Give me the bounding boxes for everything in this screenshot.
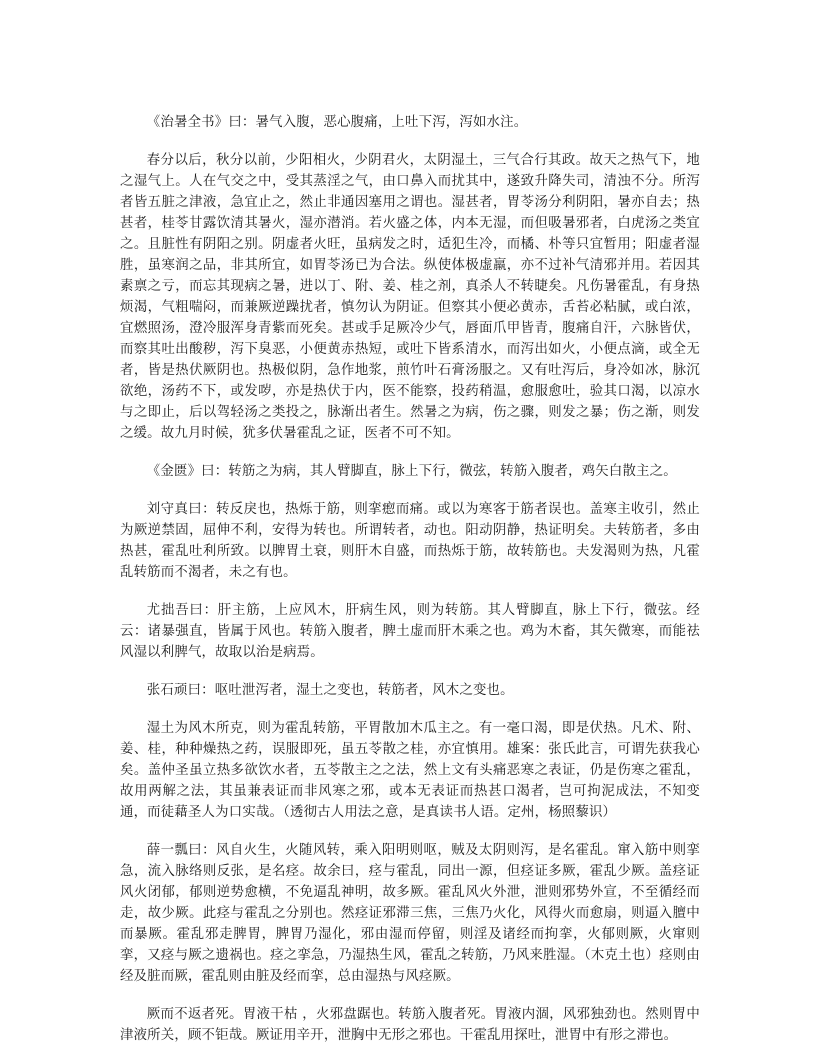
paragraph: 尤拙吾曰：肝主筋，上应风木，肝病生风，则为转筋。其人臂脚直，脉上下行，微弦。经云：诸暴强直，皆属于风也。转筋入腹者，脾土虚而肝木乘之也。鸡为木畜，其矢微寒，而能祛风湿以利脾气，故取以治是病焉。 xyxy=(120,603,700,660)
document-page xyxy=(120,112,700,1063)
paragraph: 湿土为风木所克，则为霍乱转筋，平胃散加木瓜主之。有一毫口渴，即是伏热。凡术、附、姜、桂，种种燥热之药，误服即死，虽五苓散之桂，亦宜慎用。雄案：张氏此言，可谓先获我心矣。盖仲圣虽立热多欲饮水者，五苓散主之之法，然上文有头痛恶寒之表证，仍是伤寒之霍乱，故用两解之法，其虽兼表证而非风寒之邪，或本无表证而热甚口渴者，岂可拘泥成法，不知变通，而徒藉圣人为口实哉。（透彻古人用法之意，是真读书人语。定州，杨照藜识） xyxy=(120,721,700,820)
paragraph: 厥而不返者死。胃液干枯 ，火邪盘踞也。转筋入腹者死。胃液内涸，风邪独劲也。然则胃中津液所关，顾不钜哉。厥证用辛开，泄胸中无形之邪也。干霍乱用探吐，泄胃中有形之滞也。 xyxy=(120,1007,700,1043)
paragraph: 张石顽曰：呕吐泄泻者，湿土之变也，转筋者，风木之变也。 xyxy=(146,683,514,698)
paragraph: 《金匮》曰：转筋之为病，其人臂脚直，脉上下行，微弦，转筋入腹者，鸡矢白散主之。 xyxy=(146,464,677,479)
paragraph: 刘守真曰：转反戾也，热烁于筋，则挛瘛而痛。或以为寒客于筋者误也。盖寒主收引，然止为厥逆禁固，屈伸不利，安得为转也。所谓转者，动也。阳动阴静，热证明矣。夫转筋者，多由热甚，霍乱吐利所致。以脾胃土衰，则肝木自盛，而热烁于筋，故转筋也。夫发渴则为热，凡霍乱转筋而不渴者，未之有也。 xyxy=(120,502,700,580)
paragraph: 《治暑全书》曰：暑气入腹，恶心腹痛，上吐下泻，泻如水注。 xyxy=(146,115,528,130)
paragraph: 春分以后，秋分以前，少阳相火，少阴君火，太阴湿土，三气合行其政。故天之热气下，地之湿气上。人在气交之中，受其蒸淫之气，由口鼻入而扰其中，遂致升降失司，清浊不分。所泻者皆五脏之津液，急宜止之，然止非通因塞用之谓也。湿甚者，胃苓汤分利阴阳，暑亦自去；热甚者，桂苓甘露饮清其暑火，湿亦潜消。若火盛之体，内本无湿，而但吸暑邪者，白虎汤之类宜之。且脏性有阴阳之别。阴虚者火旺，虽病发之时，适犯生冷，而橘、朴等只宜暂用；阳虚者湿胜，虽寒润之品，非其所宜，如胃苓汤已为合法。纵使体极虚羸，亦不过补气清邪并用。若因其素禀之亏，而忘其现病之暑，进以丁、附、姜、桂之剂，真杀人不转睫矣。凡伤暑霍乱，有身热烦渴，气粗喘闷，而兼厥逆躁扰者，慎勿认为阴证。但察其小便必黄赤，舌苔必粘腻，或白浓，宜燃照汤，澄冷服浑身青紫而死矣。甚或手足厥冷少气，唇面爪甲皆青，腹痛自汗，六脉皆伏，而察其吐出酸秽，泻下臭恶，小便黄赤热短，或吐下皆系清水，而泻出如火，小便点滴，或全无者，皆是热伏厥阴也。热极似阴，急作地浆，煎竹叶石膏汤服之。又有吐泻后，身冷如冰，脉沉欲绝，汤药不下，或发哕，亦是热伏于内，医不能察，投药稍温，愈服愈吐，验其口渴，以凉水与之即止，后以驾轻汤之类投之，脉渐出者生。然暑之为病，伤之骤，则发之暴；伤之渐，则发之缓。故九月时候，犹多伏暑霍乱之证，医者不可不知。 xyxy=(120,153,700,441)
paragraph: 薛一瓢曰：风自火生，火随风转，乘入阳明则呕，贼及太阴则泻，是名霍乱。窜入筋中则挛急，流入脉络则反张，是名痉。故余曰，痉与霍乱，同出一源，但痉证多厥，霍乱少厥。盖痉证风火闭郁，郁则逆势愈横，不免逼乱神明，故多厥。霍乱风火外泄，泄则邪势外宣，不至循经而走，故少厥。此痉与霍乱之分别也。然痉证邪滞三焦，三焦乃火化，风得火而愈扇，则逼入膻中而暴厥。霍乱邪走脾胃，脾胃乃湿化，邪由湿而停留，则淫及诸经而拘挛，火郁则厥，火窜则挛，又痉与厥之遗祸也。痉之挛急，乃湿热生风，霍乱之转筋，乃风来胜湿。（木克土也）痉则由经及脏而厥，霍乱则由脏及经而挛，总由湿热与风痉厥。 xyxy=(120,843,700,984)
